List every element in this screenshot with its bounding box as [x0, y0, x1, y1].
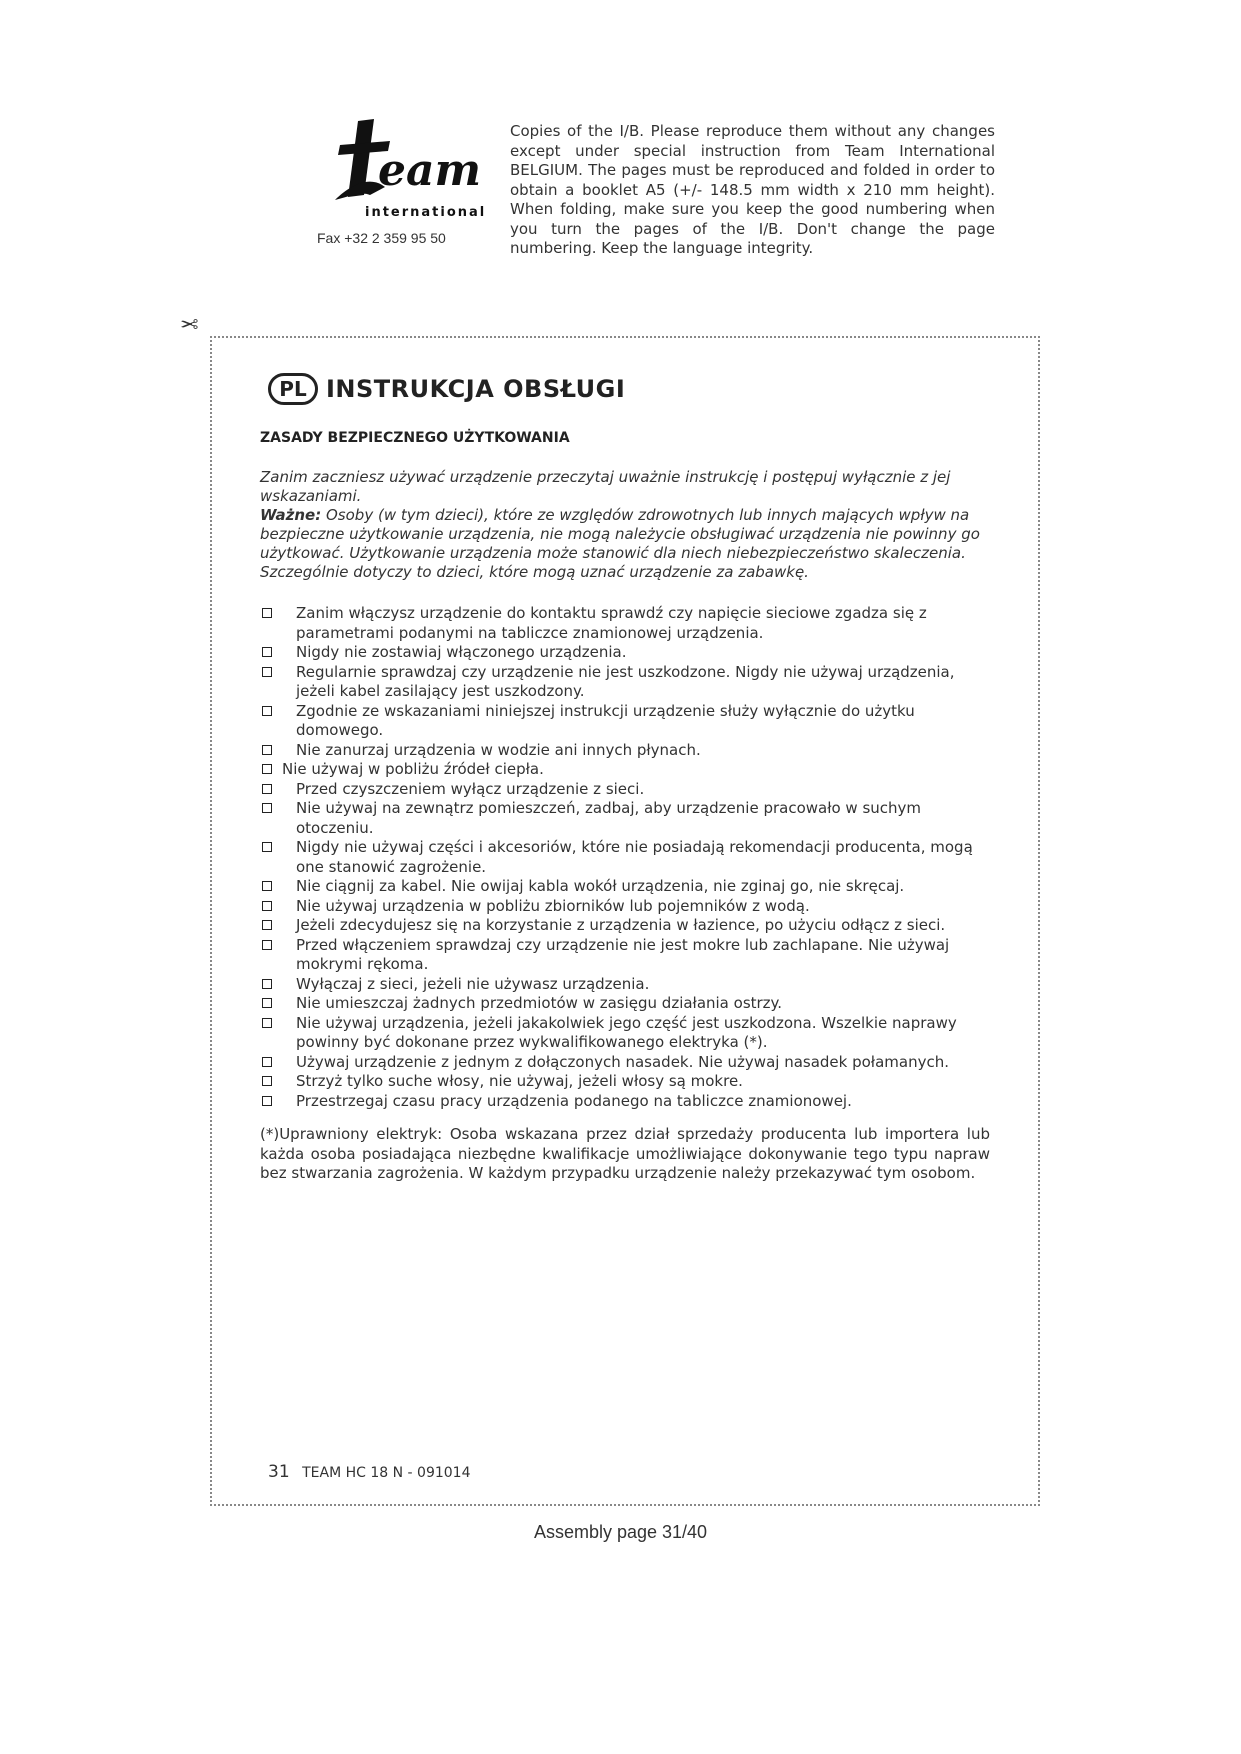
- checkbox-icon: [262, 784, 272, 794]
- list-item-text: Zgodnie ze wskazaniami niniejszej instrukcji urządzenie służy wyłącznie do użytku domowego.: [296, 701, 915, 739]
- list-item: [260, 975, 990, 995]
- checkbox-icon: [262, 745, 272, 755]
- list-item-text: Nie używaj urządzenia, jeżeli jakakolwiek jego część jest uszkodzona. Wszelkie naprawy powinny być dokonane przez wykwalifikowanego elektryka (*).: [296, 1013, 957, 1051]
- list-item: [260, 741, 990, 761]
- language-badge: PL: [268, 373, 318, 405]
- checkbox-icon: [262, 1076, 272, 1086]
- checkbox-icon: [262, 803, 272, 813]
- fax-number: Fax +32 2 359 95 50: [317, 230, 446, 246]
- logo-subtitle: international: [365, 205, 487, 220]
- list-item-text: Używaj urządzenie z jednym z dołączonych nasadek. Nie używaj nasadek połamanych.: [296, 1052, 949, 1071]
- important-label: Ważne:: [260, 506, 322, 524]
- list-item-text: Nie zanurzaj urządzenia w wodzie ani innych płynach.: [296, 740, 701, 759]
- section-heading: ZASADY BEZPIECZNEGO UŻYTKOWANIA: [260, 430, 570, 446]
- checkbox-icon: [262, 1057, 272, 1067]
- list-item: [260, 877, 990, 897]
- team-logo: [315, 115, 487, 255]
- checkbox-icon: [262, 764, 272, 774]
- list-item-text: Nie używaj w pobliżu źródeł ciepła.: [282, 760, 544, 778]
- safety-list: [260, 604, 990, 1111]
- page-footer: [268, 1462, 470, 1482]
- checkbox-icon: [262, 979, 272, 989]
- list-item: [260, 897, 990, 917]
- checkbox-icon: [262, 1018, 272, 1028]
- list-item: [260, 838, 990, 877]
- list-item: [260, 799, 990, 838]
- model-code: TEAM HC 18 N - 091014: [302, 1465, 471, 1481]
- list-item: [260, 1072, 990, 1092]
- title-row: [268, 373, 625, 405]
- list-item: [260, 643, 990, 663]
- scissors-icon: ✂: [180, 310, 199, 335]
- list-item-text: Nigdy nie używaj części i akcesoriów, które nie posiadają rekomendacji producenta, mogą one stanowić zagrożenie.: [296, 838, 973, 876]
- list-item: [260, 663, 990, 702]
- footnote: (*)Uprawniony elektryk: Osoba wskazana przez dział sprzedaży producenta lub importera lub każda osoba posiadająca niezbędne kwalifikacje umożliwiające dokonywanie tego typu napraw bez stwarzania zagrożenia. W każdym przypadku urządzenie należy przekazywać tym osobom.: [260, 1125, 990, 1182]
- checkbox-icon: [262, 1096, 272, 1106]
- assembly-page-label: Assembly page 31/40: [533, 1522, 708, 1542]
- important-text: Osoby (w tym dzieci), które ze względów zdrowotnych lub innych mających wpływ na bezpieczne użytkowanie urządzenia, nie mogą należycie obsługiwać urządzenia nie powinny go użytkować. Użytkowanie urządzenia może stanowić dla niech niebezpieczeństwo skaleczenia. Szczególnie dotyczy to dzieci, które mogą uznać urządzenie za zabawkę.: [260, 506, 980, 581]
- print-instructions: Copies of the I/B. Please reproduce them without any changes except under special instruction from Team International BELGIUM. The pages must be reproduced and folded in order to obtain a booklet A5 (+/- 148.5 mm width x 210 mm height). When folding, make sure you keep the good numbering when you turn the pages of the I/B. Don't change the page numbering. Keep the language integrity.: [510, 122, 995, 257]
- intro-line-2: [260, 506, 990, 582]
- checkbox-icon: [262, 881, 272, 891]
- team-logo-icon: [330, 115, 482, 210]
- list-item-text: Przed czyszczeniem wyłącz urządzenie z sieci.: [296, 779, 645, 798]
- checkbox-icon: [262, 842, 272, 852]
- list-item: [260, 916, 990, 936]
- checkbox-icon: [262, 998, 272, 1008]
- list-item: [260, 760, 990, 780]
- list-item-text: Przestrzegaj czasu pracy urządzenia podanego na tabliczce znamionowej.: [296, 1091, 852, 1110]
- list-item: [260, 936, 990, 975]
- intro-text: [260, 468, 990, 582]
- list-item: [260, 994, 990, 1014]
- list-item: [260, 1092, 990, 1112]
- intro-line-1: Zanim zaczniesz używać urządzenie przeczytaj uważnie instrukcję i postępuj wyłącznie z jej wskazaniami.: [260, 468, 951, 505]
- list-item: [260, 604, 990, 643]
- list-item-text: Strzyż tylko suche włosy, nie używaj, jeżeli włosy są mokre.: [296, 1072, 743, 1090]
- page-title: INSTRUKCJA OBSŁUGI: [326, 375, 626, 403]
- list-item-text: Nie umieszczaj żadnych przedmiotów w zasięgu działania ostrzy.: [296, 994, 783, 1012]
- checkbox-icon: [262, 608, 272, 618]
- list-item-text: Nie używaj na zewnątrz pomieszczeń, zadbaj, aby urządzenie pracowało w suchym otoczeniu.: [296, 799, 922, 837]
- list-item-text: Nie ciągnij za kabel. Nie owijaj kabla wokół urządzenia, nie zginaj go, nie skręcaj.: [296, 877, 905, 895]
- checkbox-icon: [262, 647, 272, 657]
- checkbox-icon: [262, 920, 272, 930]
- page-number: 31: [268, 1462, 290, 1482]
- list-item-text: Nigdy nie zostawiaj włączonego urządzenia.: [296, 643, 627, 661]
- list-item-text: Przed włączeniem sprawdzaj czy urządzenie nie jest mokre lub zachlapane. Nie używaj mokrymi rękoma.: [296, 935, 950, 973]
- list-item: [260, 702, 990, 741]
- list-item: [260, 1053, 990, 1073]
- list-item-text: Regularnie sprawdzaj czy urządzenie nie jest uszkodzone. Nigdy nie używaj urządzenia, jeżeli kabel zasilający jest uszkodzony.: [296, 662, 955, 700]
- list-item: [260, 780, 990, 800]
- checkbox-icon: [262, 901, 272, 911]
- list-item: [260, 1014, 990, 1053]
- list-item-text: Zanim włączysz urządzenie do kontaktu sprawdź czy napięcie sieciowe zgadza się z parametrami podanymi na tabliczce znamionowej urządzenia.: [296, 604, 927, 642]
- checkbox-icon: [262, 940, 272, 950]
- svg-text:eam: eam: [378, 145, 482, 196]
- list-item-text: Nie używaj urządzenia w pobliżu zbiorników lub pojemników z wodą.: [296, 896, 810, 915]
- checkbox-icon: [262, 706, 272, 716]
- checkbox-icon: [262, 667, 272, 677]
- list-item-text: Wyłączaj z sieci, jeżeli nie używasz urządzenia.: [296, 974, 650, 993]
- list-item-text: Jeżeli zdecydujesz się na korzystanie z urządzenia w łazience, po użyciu odłącz z sieci.: [296, 916, 946, 934]
